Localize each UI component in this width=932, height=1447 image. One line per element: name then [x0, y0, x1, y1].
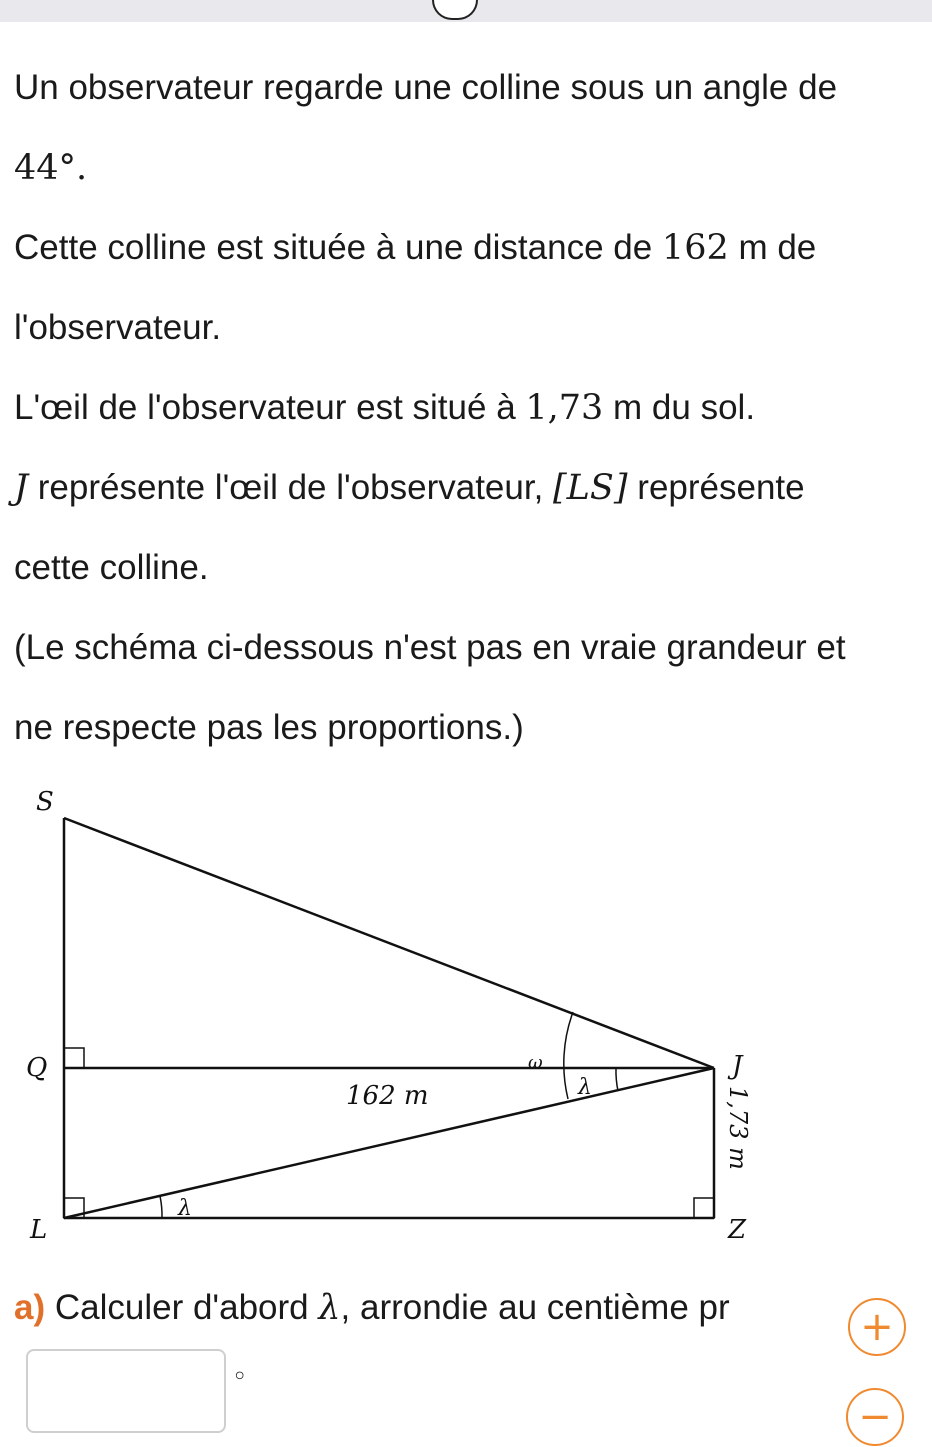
- angle-arc-sjl: [564, 1012, 573, 1099]
- distance-label: 162 m: [346, 1081, 429, 1111]
- zoom-in-button[interactable]: +: [848, 1298, 906, 1356]
- right-angle-marker-q: [64, 1048, 84, 1068]
- angle-arc-lambda-l: [160, 1196, 162, 1218]
- segment-ls: [LS]: [553, 468, 628, 508]
- height-label: 1,73 m: [724, 1086, 752, 1170]
- right-angle-marker-z: [694, 1198, 714, 1218]
- problem-line-2: Cette colline est située à une distance de 162 m de: [14, 228, 817, 268]
- omega-label: ω: [528, 1052, 543, 1073]
- problem-line-6: cette colline.: [14, 548, 209, 587]
- problem-line-1: Un observateur regarde une colline sous un angle de: [14, 68, 838, 107]
- problem-line-angle: 44°.: [14, 148, 88, 188]
- point-s-label: S: [36, 787, 54, 817]
- point-q-label: Q: [26, 1053, 48, 1083]
- zoom-out-button[interactable]: −: [846, 1388, 904, 1446]
- problem-line-3: l'observateur.: [14, 308, 222, 347]
- top-bar: [0, 0, 932, 22]
- lambda-symbol: λ: [318, 1288, 341, 1328]
- point-l-label: L: [30, 1215, 48, 1245]
- drag-handle-icon[interactable]: [432, 0, 478, 20]
- lambda-label-j: λ: [578, 1075, 592, 1100]
- answer-input[interactable]: [26, 1349, 226, 1433]
- angle-arc-lambda-j: [616, 1068, 618, 1091]
- point-z-label: Z: [728, 1215, 747, 1245]
- j-symbol: J: [14, 468, 29, 508]
- eye-height-value: 1,73: [525, 388, 604, 428]
- problem-line-8: ne respecte pas les proportions.): [14, 708, 524, 747]
- question-a: a) Calculer d'abord λ, arrondie au centième pr: [14, 1288, 730, 1328]
- problem-line-4: L'œil de l'observateur est situé à 1,73 m du sol.: [14, 388, 756, 428]
- angle-value: 44°: [14, 148, 77, 188]
- problem-line-5: J représente l'œil de l'observateur, [LS] représente: [14, 468, 805, 508]
- question-label: a): [14, 1288, 46, 1327]
- degree-symbol: ◦: [232, 1362, 248, 1392]
- problem-line-7: (Le schéma ci-dessous n'est pas en vraie grandeur et: [14, 628, 846, 667]
- distance-value: 162: [661, 228, 729, 268]
- lambda-label-l: λ: [178, 1196, 192, 1221]
- line-of-sight-sj: [64, 818, 714, 1068]
- point-j-label: J: [732, 1051, 743, 1081]
- geometry-diagram: [0, 778, 932, 1258]
